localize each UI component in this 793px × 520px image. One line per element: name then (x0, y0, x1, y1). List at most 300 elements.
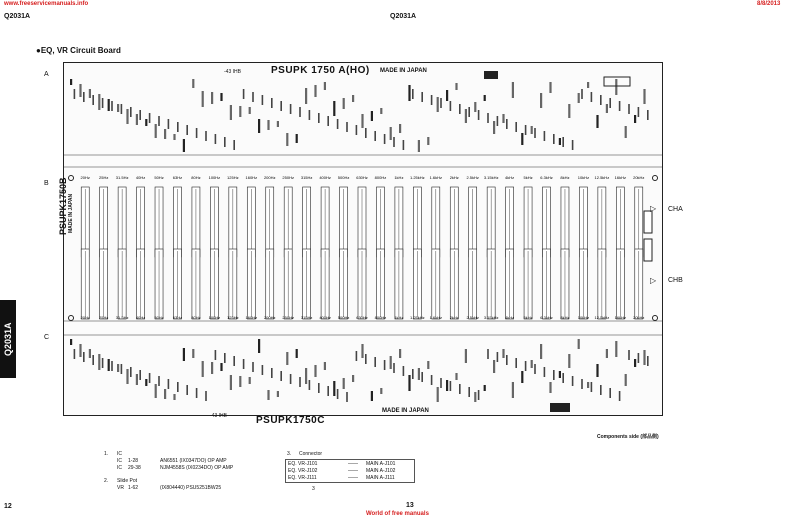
component-stub (465, 349, 467, 363)
component-stub (130, 107, 132, 117)
model-left: Q2031A (4, 13, 31, 20)
slider-freq-bottom: 20Hz (80, 315, 90, 320)
component-stub (609, 98, 611, 108)
component-stub (74, 349, 76, 359)
component-stub (215, 350, 217, 360)
slider-freq-top: 400Hz (319, 175, 331, 180)
component-stub (299, 377, 301, 387)
component-stub (591, 382, 593, 392)
component-stub (111, 101, 113, 111)
slider-freq-top: 125Hz (227, 175, 239, 180)
slider-freq-bottom: 250Hz (282, 315, 294, 320)
component-stub (192, 79, 194, 88)
component-stub (534, 364, 536, 374)
date-stamp: 8/8/2013 (757, 1, 781, 7)
slider-freq-bottom: 25Hz (99, 315, 109, 320)
note-slide-label: Slide Pot (117, 478, 138, 484)
component-stub (572, 140, 574, 150)
component-stub (497, 116, 499, 126)
component-stub (155, 124, 157, 138)
component-stub (562, 373, 564, 383)
channel-b-label: CHB (668, 277, 683, 284)
component-stub (591, 92, 593, 102)
component-stub (525, 361, 527, 371)
note-ic-label: IC (117, 451, 122, 457)
slider-freq-top: 40Hz (135, 175, 146, 180)
component-stub (108, 99, 110, 111)
note-3-number: 3. (287, 451, 292, 457)
component-stub (309, 110, 311, 120)
component-stub (609, 388, 611, 398)
slider-freq-bottom: 1.6kHz (429, 315, 443, 320)
component-stub (239, 106, 241, 117)
component-stub (98, 94, 100, 110)
source-url[interactable]: www.freeservicemanuals.info (4, 1, 89, 7)
connector-from: EQ. VR-J101 (288, 461, 318, 467)
slider-freq-top: 6.3kHz (540, 175, 553, 180)
slider-freq-bottom: 125Hz (227, 315, 239, 320)
component-stub (581, 89, 583, 99)
component-stub (164, 129, 166, 139)
component-stub (606, 349, 608, 358)
slider-freq-top: 31.5Hz (115, 175, 129, 180)
slider-freq-top: 315Hz (300, 175, 313, 180)
component-stub (638, 353, 640, 363)
component-stub (117, 364, 119, 372)
component-stub (356, 125, 358, 135)
component-stub (484, 385, 486, 391)
component-stub (205, 391, 207, 401)
component-stub (343, 98, 345, 109)
component-stub (625, 374, 627, 386)
component-stub (437, 97, 439, 112)
component-stub (305, 88, 307, 104)
component-stub (324, 82, 326, 90)
component-stub (446, 90, 448, 101)
component-stub (418, 140, 420, 152)
slider-freq-bottom: 1.25kHz (410, 315, 425, 320)
component-stub (337, 389, 339, 399)
component-stub (158, 116, 160, 126)
slider-freq-bottom: 8kHz (560, 315, 570, 320)
component-stub (365, 128, 367, 138)
component-stub (484, 95, 486, 101)
component-stub (540, 93, 542, 108)
component-stub (280, 371, 282, 381)
slider-freq-bottom: 200Hz (263, 315, 276, 320)
component-stub (487, 349, 489, 359)
component-stub (568, 354, 570, 368)
ic-row-range: 29-38 (128, 465, 141, 471)
component-stub (374, 357, 376, 367)
component-stub (280, 101, 282, 111)
component-stub (186, 385, 188, 395)
slider-freq-bottom: 50Hz (154, 315, 164, 320)
component-stub (211, 362, 213, 374)
arrow-icon: —— (348, 475, 358, 481)
component-stub (408, 375, 410, 391)
component-stub (70, 79, 72, 85)
component-stub (177, 382, 179, 392)
slider-freq-bottom: 315Hz (300, 315, 313, 320)
component-stub (318, 383, 320, 393)
component-stub (327, 116, 329, 126)
component-stub (327, 386, 329, 396)
component-stub (243, 359, 245, 369)
component-stub (239, 376, 241, 387)
component-stub (393, 137, 395, 147)
component-stub (450, 381, 452, 391)
component-stub (497, 352, 499, 362)
slider-freq-top: 200Hz (263, 175, 276, 180)
slider-freq-top: 250Hz (282, 175, 294, 180)
connector-from: EQ. VR-J102 (288, 468, 318, 474)
component-stub (515, 122, 517, 132)
section-title: ●EQ, VR Circuit Board (36, 46, 121, 55)
component-stub (121, 364, 123, 374)
component-stub (149, 373, 151, 383)
component-stub (487, 113, 489, 123)
component-stub (74, 89, 76, 99)
slider-freq-bottom: 400Hz (319, 315, 331, 320)
component-stub (371, 111, 373, 121)
component-stub (455, 83, 457, 90)
connector-to: MAIN A-J111 (366, 475, 395, 481)
slider-freq-bottom: 16kHz (614, 315, 626, 320)
bottom-part-number: PSUPK1750C (256, 415, 325, 426)
component-stub (384, 134, 386, 144)
component-stub (102, 98, 104, 108)
slider-freq-bottom: 40Hz (135, 315, 146, 320)
component-stub (474, 102, 476, 112)
component-stub (403, 140, 405, 150)
component-stub (215, 134, 217, 144)
component-stub (502, 114, 504, 123)
component-stub (262, 95, 264, 105)
component-stub (145, 379, 147, 386)
component-stub (333, 101, 335, 116)
component-stub (643, 89, 645, 104)
component-stub (202, 91, 204, 107)
component-stub (286, 133, 288, 146)
component-stub (346, 122, 348, 132)
component-stub (121, 104, 123, 114)
component-stub (540, 344, 542, 359)
bottom-ul-mark: -43 IHB (210, 413, 227, 419)
slider-freq-top: 3.15kHz (483, 175, 499, 180)
component-stub (606, 104, 608, 113)
page-left: 12 (4, 503, 12, 510)
slider-freq-bottom: 2kHz (449, 315, 459, 320)
component-stub (186, 125, 188, 135)
slider-freq-top: 63Hz (172, 175, 183, 180)
component-stub (126, 109, 128, 124)
component-stub (149, 113, 151, 123)
component-stub (158, 376, 160, 386)
component-stub (581, 379, 583, 389)
component-stub (164, 389, 166, 399)
component-stub (459, 384, 461, 394)
component-stub (615, 79, 617, 95)
slider-freq-top: 8kHz (560, 175, 570, 180)
component-stub (98, 354, 100, 370)
component-stub (296, 349, 298, 358)
component-stub (506, 119, 508, 129)
component-stub (544, 367, 546, 377)
component-stub (421, 92, 423, 102)
component-stub (202, 361, 204, 377)
slider-freq-top: 2kHz (449, 175, 459, 180)
component-stub (177, 122, 179, 132)
component-stub (468, 387, 470, 397)
component-stub (92, 95, 94, 105)
component-stub (361, 114, 363, 128)
components-side-label: Components side (部品側) (597, 434, 659, 440)
slider-freq-bottom: 63Hz (172, 315, 183, 320)
slider-freq-top: 25Hz (99, 175, 109, 180)
component-stub (267, 390, 269, 400)
component-stub (258, 339, 260, 353)
component-stub (211, 92, 213, 104)
component-stub (83, 352, 85, 362)
slider-freq-bottom: 2.5kHz (466, 315, 479, 320)
component-stub (196, 128, 198, 138)
slider-freq-top: 4kHz (505, 175, 515, 180)
component-stub (136, 374, 138, 385)
component-stub (647, 110, 649, 120)
component-stub (314, 85, 316, 97)
top-ul-mark: -43 IHB (224, 69, 241, 75)
component-stub (196, 388, 198, 398)
component-stub (634, 115, 636, 123)
component-stub (296, 134, 298, 143)
component-stub (408, 85, 410, 101)
component-stub (352, 375, 354, 382)
component-stub (352, 95, 354, 102)
component-stub (155, 384, 157, 398)
component-stub (92, 355, 94, 365)
arrow-right-icon: ▷ (650, 276, 657, 285)
component-stub (493, 360, 495, 373)
component-stub (625, 126, 627, 138)
component-stub (252, 362, 254, 372)
slider-freq-bottom: 100Hz (208, 315, 221, 320)
component-stub (421, 372, 423, 382)
connector-to: MAIN A-J102 (366, 468, 396, 474)
channel-a-label: CHA (668, 206, 683, 213)
component-stub (568, 104, 570, 118)
slider-freq-top: 800Hz (374, 175, 387, 180)
component-stub (79, 344, 81, 357)
component-stub (258, 119, 260, 133)
component-stub (450, 101, 452, 111)
component-stub (139, 110, 141, 120)
component-stub (371, 391, 373, 401)
row-marker-c: C (44, 334, 50, 341)
model-center: Q2031A (390, 13, 417, 20)
component-stub (305, 368, 307, 384)
component-stub (578, 93, 580, 103)
slider-freq-bottom: 10kHz (577, 315, 590, 320)
component-stub (506, 355, 508, 365)
slider-freq-top: 20kHz (633, 175, 645, 180)
component-stub (220, 93, 222, 101)
component-stub (333, 381, 335, 396)
component-stub (521, 371, 523, 383)
arrow-icon: —— (348, 461, 358, 467)
component-stub (559, 371, 561, 378)
component-stub (343, 378, 345, 389)
component-stub (549, 382, 551, 393)
component-stub (600, 385, 602, 395)
component-stub (70, 339, 72, 345)
component-stub (314, 365, 316, 377)
component-stub (277, 121, 279, 127)
component-stub (89, 89, 91, 98)
component-stub (512, 82, 514, 98)
page-center: 13 (406, 502, 414, 509)
side-tab: Q2031A (0, 300, 16, 378)
ic-row-ref: IC (117, 458, 122, 464)
top-part-number: PSUPK 1750 A(HO) (271, 65, 370, 76)
slider-freq-bottom: 630Hz (356, 315, 368, 320)
slider-freq-bottom: 20kHz (633, 315, 645, 320)
slider-freq-top: 12.5kHz (594, 175, 610, 180)
slider-freq-top: 630Hz (356, 175, 368, 180)
component-stub (324, 362, 326, 370)
component-stub (562, 137, 564, 147)
component-stub (502, 349, 504, 358)
connector-from: EQ. VR-J111 (288, 475, 317, 481)
component-stub (628, 104, 630, 114)
component-stub (83, 92, 85, 102)
slider-freq-bottom: 4kHz (505, 315, 515, 320)
slider-freq-top: 100Hz (208, 175, 221, 180)
arrow-icon: —— (348, 468, 358, 474)
connector-to: MAIN A-J101 (366, 461, 396, 467)
component-stub (531, 126, 533, 134)
component-stub (79, 84, 81, 97)
slide-ref: VR (117, 485, 124, 491)
slider-freq-bottom: 1kHz (394, 315, 404, 320)
component-stub (534, 128, 536, 138)
slider-freq-top: 2.5kHz (466, 175, 479, 180)
component-stub (493, 121, 495, 134)
component-stub (531, 360, 533, 368)
component-stub (356, 351, 358, 361)
component-stub (309, 380, 311, 390)
slider-freq-top: 10kHz (577, 175, 590, 180)
component-stub (111, 361, 113, 371)
component-stub (628, 350, 630, 360)
component-stub (233, 356, 235, 366)
component-stub (403, 366, 405, 376)
component-stub (440, 98, 442, 108)
slider-freq-bottom: 800Hz (374, 315, 387, 320)
component-stub (544, 131, 546, 141)
side-part-number: PSUPK1750B (58, 177, 68, 235)
component-stub (455, 373, 457, 380)
component-stub (615, 341, 617, 357)
component-stub (587, 382, 589, 388)
component-stub (233, 140, 235, 150)
component-stub (346, 392, 348, 402)
component-stub (459, 104, 461, 114)
component-stub (390, 356, 392, 369)
component-stub (587, 82, 589, 88)
component-stub (267, 120, 269, 130)
component-stub (299, 107, 301, 117)
component-stub (596, 115, 598, 128)
slider-freq-top: 16kHz (614, 175, 626, 180)
component-stub (446, 380, 448, 391)
component-stub (277, 391, 279, 397)
component-stub (249, 107, 251, 114)
component-stub (168, 379, 170, 389)
component-stub (365, 354, 367, 364)
component-stub (399, 124, 401, 133)
slider-freq-bottom: 80Hz (191, 315, 201, 320)
component-stub (168, 119, 170, 129)
component-stub (399, 349, 401, 358)
component-stub (183, 139, 185, 152)
component-stub (139, 370, 141, 380)
component-stub (638, 107, 640, 117)
ic-row-desc: AN6551 (IX0347DO) OP AMP (160, 458, 227, 464)
component-stub (290, 104, 292, 114)
component-stub (126, 369, 128, 384)
slider-freq-top: 500Hz (337, 175, 350, 180)
component-stub (230, 105, 232, 120)
slider-array (76, 171, 648, 321)
component-stub (525, 125, 527, 135)
component-stub (337, 119, 339, 129)
footer-tagline[interactable]: World of free manuals (366, 511, 429, 517)
slide-desc: (IX804440) PSU5251BW25 (160, 485, 222, 491)
component-stub (553, 370, 555, 380)
component-stub (643, 350, 645, 365)
component-stub (418, 368, 420, 380)
slide-range: 1-62 (128, 485, 139, 491)
component-stub (290, 374, 292, 384)
component-stub (596, 364, 598, 377)
component-stub (427, 137, 429, 145)
component-stub (271, 98, 273, 108)
component-stub (374, 131, 376, 141)
component-stub (515, 358, 517, 368)
connector-table (285, 459, 415, 483)
slider-freq-bottom: 5kHz (523, 315, 533, 320)
ic-row-desc: NJM4558S (IX0234DO) OP AMP (160, 465, 234, 471)
component-stub (230, 375, 232, 390)
component-stub (252, 92, 254, 102)
component-stub (361, 344, 363, 358)
component-stub (384, 360, 386, 370)
component-stub (478, 390, 480, 400)
component-stub (286, 352, 288, 365)
component-stub (192, 349, 194, 358)
component-stub (243, 89, 245, 99)
arrow-right-icon: ▷ (650, 204, 657, 213)
ic-row-ref: IC (117, 465, 122, 471)
component-stub (412, 369, 414, 379)
component-stub (102, 358, 104, 368)
component-stub (465, 109, 467, 123)
component-stub (559, 138, 561, 145)
component-stub (549, 82, 551, 93)
row-marker-a: A (44, 71, 49, 78)
component-stub (474, 392, 476, 402)
